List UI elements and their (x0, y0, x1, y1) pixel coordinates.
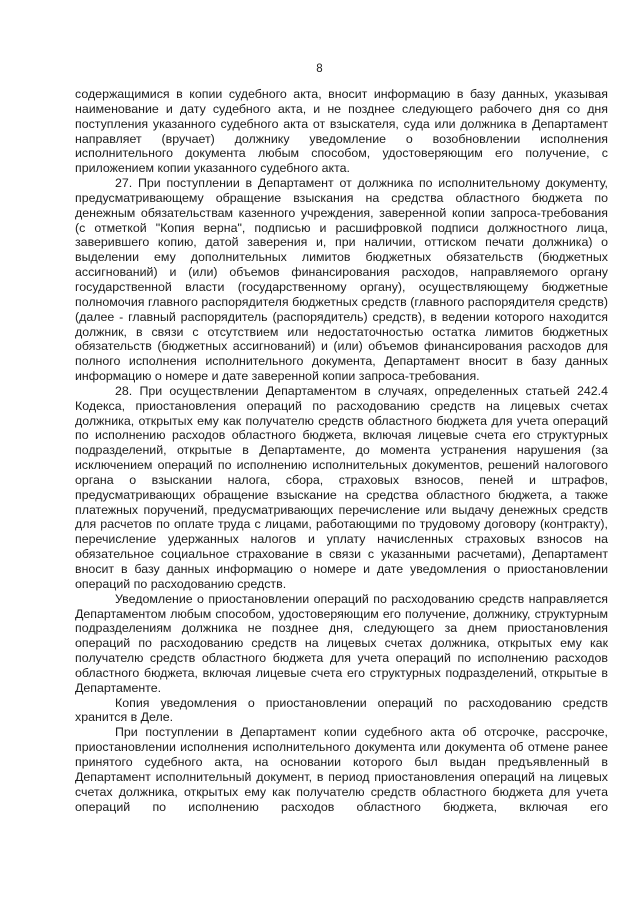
paragraph-27: 27. При поступлении в Департамент от должника по исполнительному документу, предусматривающему обращение взыскания на средства областного бюджета по денежным обязательствам казенного учреждения, заверенной копии запроса-требования (с отметкой "Копия верна", подписью и расшифровкой подписи должностного лица, заверившего копию, датой заверения и, при наличии, оттиском печати должника) о выделении ему дополнительных лимитов бюджетных обязательств (бюджетных ассигнований) и (или) объемов финансирования расходов, направляемого органу государственной власти (государственному органу), осуществляющему бюджетные полномочия главного распорядителя бюджетных средств (главного распорядителя средств) (далее - главный распорядитель (распорядитель) средств), в ведении которого находится должник, в связи с отсутствием или недостаточностью остатка лимитов бюджетных обязательств (бюджетных ассигнований) и (или) объемов финансирования расходов для полного исполнения исполнительного документа, Департамент вносит в базу данных информацию о номере и дате заверенной копии запроса-требования. (75, 176, 608, 384)
paragraph-notification: Уведомление о приостановлении операций по расходованию средств направляется Департаментом любым способом, удостоверяющим его получение, должнику, структурным подразделениям должника не позднее дня, следующего за днем приостановления операций по расходованию средств на лицевых счетах должника, открытых ему как получателю средств областного бюджета для учета операций по исполнению расходов областного бюджета, включая лицевые счета его структурных подразделений, открытые в Департаменте. (75, 591, 608, 695)
paragraph-continuation: содержащимися в копии судебного акта, вносит информацию в базу данных, указывая наименование и дату судебного акта, и не позднее следующего рабочего дня со дня поступления указанного судебного акта от взыскателя, суда или должника в Департамент направляет (вручает) должнику уведомление о возобновлении исполнения исполнительного документа любым способом, удостоверяющим его получение, с приложением копии указанного судебного акта. (75, 87, 608, 176)
document-body (75, 87, 608, 814)
paragraph-28: 28. При осуществлении Департаментом в случаях, определенных статьей 242.4 Кодекса, приостановления операций по расходованию средств на лицевых счетах должника, открытых ему как получателю средств областного бюджета для учета операций по исполнению расходов областного бюджета, включая лицевые счета его структурных подразделений, открытые в Департаменте, до момента устранения нарушения (за исключением операций по исполнению исполнительных документов, решений налогового органа о взыскании налога, сбора, страховых взносов, пеней и штрафов, предусматривающих обращение взыскание на средства областного бюджета, а также платежных поручений, предусматривающих перечисление или выдачу денежных средств для расчетов по оплате труда с лицами, работающими по трудовому договору (контракту), перечисление удержанных налогов и уплату начисленных страховых взносов на обязательное социальное страхование в связи с указанными расчетами), Департамент вносит в базу данных информацию о номере и дате уведомления о приостановлении операций по расходованию средств. (75, 383, 608, 591)
page-number: 8 (316, 63, 323, 75)
paragraph-court-act-receipt: При поступлении в Департамент копии судебного акта об отсрочке, рассрочке, приостановлении исполнения исполнительного документа или документа об отмене ранее принятого судебного акта, на основании которого был выдан предъявленный в Департамент исполнительный документ, в период приостановления операций на лицевых счетах должника, открытых ему как получателю средств областного бюджета для учета операций по исполнению расходов областного бюджета, включая его (75, 725, 608, 814)
paragraph-copy-storage: Копия уведомления о приостановлении операций по расходованию средств хранится в Деле. (75, 695, 608, 725)
